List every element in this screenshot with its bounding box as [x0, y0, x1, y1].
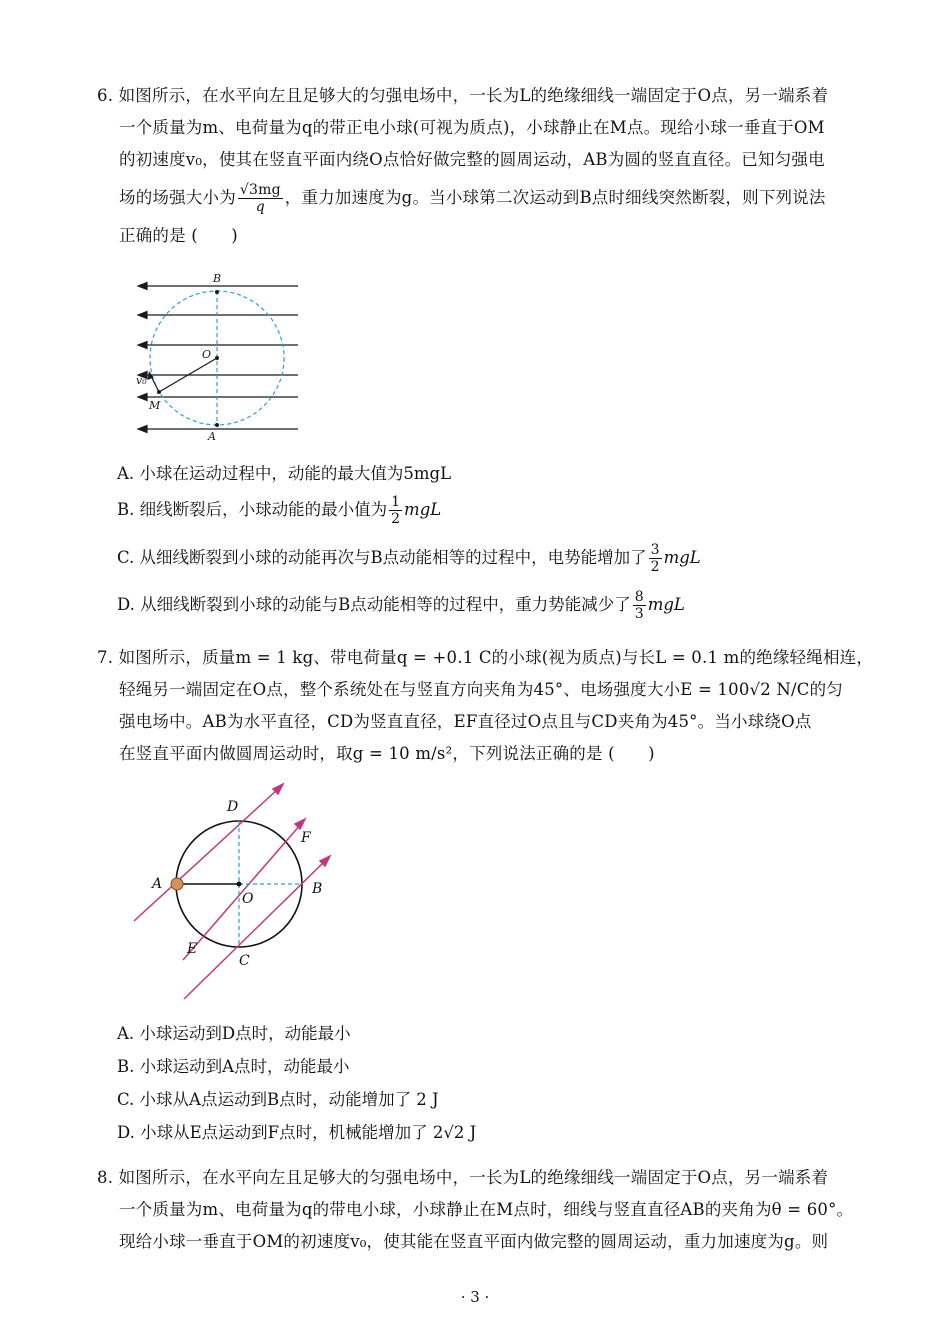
q6-option-a: A. 小球在运动过程中，动能的最大值为5mgL [117, 464, 452, 483]
q6-point-a [215, 423, 219, 427]
q6-line-2: 一个质量为m、电荷量为q的带正电小球(可视为质点)，小球静止在M点。现给小球一垂直于OM [119, 118, 825, 137]
q6-option-d-num: 8 [634, 589, 644, 605]
q6-option-c-den: 2 [650, 559, 660, 575]
q8-line-2: 一个质量为m、电荷量为q的带电小球，小球静止在M点时，细线与竖直直径AB的夹角为θ = 60°。 [119, 1200, 854, 1219]
q7-line-1: 7. 如图所示，质量m = 1 kg、带电荷量q = +0.1 C的小球(视为质点)与长L = 0.1 m的绝缘轻绳相连， [97, 648, 874, 667]
q6-option-d-unit: mgL [647, 595, 685, 614]
q6-label-v0: v₀ [136, 374, 147, 387]
q6-line-5: 正确的是 ( ) [119, 226, 238, 245]
q7-option-d: D. 小球从E点运动到F点时，机械能增加了 2√2 J [117, 1123, 477, 1142]
q7-ball [171, 878, 183, 890]
q6-option-b-unit: mgL [404, 500, 442, 519]
q7-label-b: B [312, 881, 323, 897]
q6-point-m [157, 390, 161, 394]
q7-diagram [128, 780, 343, 1005]
q6-option-d-frac [633, 589, 646, 622]
q6-field-fraction [238, 182, 283, 215]
q8-line-3: 现给小球一垂直于OM的初速度v₀，使其能在竖直平面内做完整的圆周运动，重力加速度为g。则 [119, 1232, 829, 1251]
q7-line-3: 强电场中。AB为水平直径，CD为竖直直径，EF直径过O点且与CD夹角为45°。当小球绕O点 [119, 712, 812, 731]
q6-option-c-unit: mgL [663, 548, 701, 567]
question-8 [97, 1162, 867, 1258]
q7-option-a: A. 小球运动到D点时，动能最小 [117, 1024, 351, 1043]
q6-option-d [117, 589, 685, 622]
q7-point-o [237, 882, 242, 887]
q6-point-o [215, 356, 219, 360]
q6-option-b-frac [389, 494, 402, 527]
q6-option-d-den: 3 [634, 606, 644, 622]
q7-option-c: C. 小球从A点运动到B点时，动能增加了 2 J [117, 1090, 439, 1109]
page-number: · 3 · [460, 1288, 490, 1306]
q6-option-c [117, 542, 701, 575]
q7-label-d: D [227, 799, 239, 815]
q6-line-4-a: 场的场强大小为 [119, 188, 236, 207]
q6-label-m: M [149, 399, 161, 412]
q7-field-lines [134, 784, 330, 999]
q7-label-e: E [187, 941, 198, 957]
question-6 [97, 80, 867, 252]
q7-label-o: O [242, 891, 254, 907]
q6-diagram [130, 272, 305, 444]
q6-line-3: 的初速度v₀，使其在竖直平面内绕O点恰好做完整的圆周运动，AB为圆的竖直直径。已知匀强电 [119, 150, 825, 169]
q6-option-c-frac [649, 542, 662, 575]
q7-label-f: F [301, 830, 311, 846]
q7-option-b: B. 小球运动到A点时，动能最小 [117, 1057, 350, 1076]
q7-line-4: 在竖直平面内做圆周运动时，取g = 10 m/s²，下列说法正确的是 ( ) [119, 744, 655, 763]
q7-label-c: C [239, 953, 250, 969]
q6-point-b [215, 290, 219, 294]
question-7 [97, 642, 874, 770]
q6-option-c-text: C. 从细线断裂到小球的动能再次与B点动能相等的过程中，电势能增加了 [117, 548, 647, 567]
q6-frac-den: q [255, 199, 265, 215]
q6-label-a: A [208, 430, 216, 443]
q6-label-b: B [213, 272, 222, 285]
q6-line-4 [97, 176, 867, 220]
q6-option-b-num: 1 [391, 494, 401, 510]
q6-line-4-b: ，重力加速度为g。当小球第二次运动到B点时细线突然断裂，则下列说法 [284, 188, 826, 207]
q6-line-1: 6. 如图所示，在水平向左且足够大的匀强电场中，一长为L的绝缘细线一端固定于O点，另一端系着 [97, 86, 829, 105]
q6-option-b-den: 2 [391, 511, 401, 527]
q6-label-o: O [202, 348, 212, 361]
q6-option-d-text: D. 从细线断裂到小球的动能与B点动能相等的过程中，重力势能减少了 [117, 595, 631, 614]
q6-option-c-num: 3 [650, 542, 660, 558]
q6-option-b-text: B. 细线断裂后，小球动能的最小值为 [117, 500, 388, 519]
q7-line-2: 轻绳另一端固定在O点，整个系统处在与竖直方向夹角为45°、电场强度大小E = 100√2 N/C的匀 [119, 680, 844, 699]
q6-frac-num: √3mg [239, 182, 281, 198]
q6-option-b [117, 494, 441, 527]
q7-label-a: A [152, 876, 163, 892]
q8-line-1: 8. 如图所示，在水平向左且足够大的匀强电场中，一长为L的绝缘细线一端固定于O点，另一端系着 [97, 1168, 829, 1187]
